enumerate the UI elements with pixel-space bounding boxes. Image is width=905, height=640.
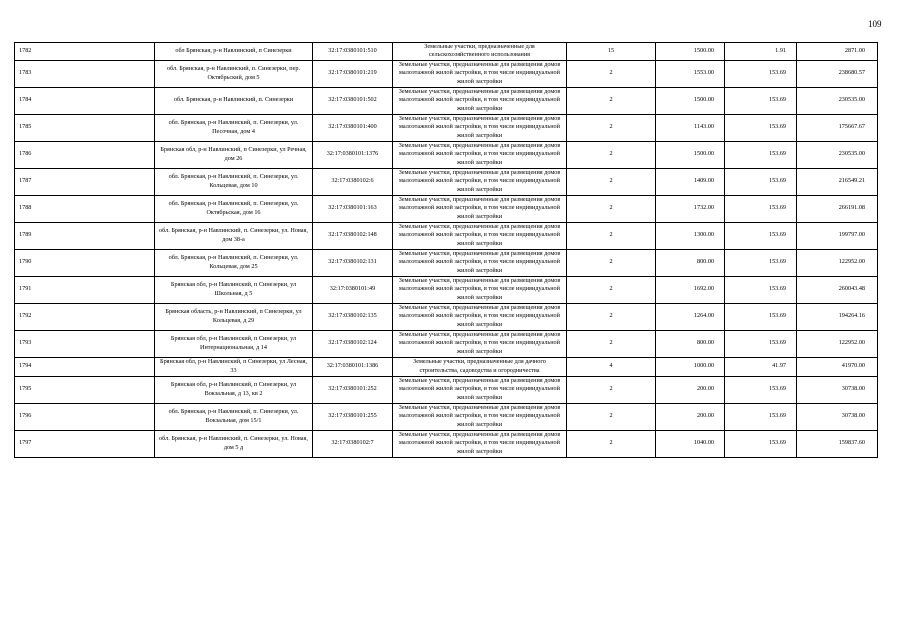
specific-value-cell: 153.69: [725, 195, 797, 222]
address-cell: Брянская обл, р-н Навлинский, п Синезерки, ул Речная, дом 26: [155, 141, 313, 168]
land-use-cell: Земельные участки, предназначенные для сельскохозяйственного использования: [393, 43, 567, 61]
use-group-cell: 2: [567, 276, 656, 303]
area-cell: 1143.00: [656, 114, 725, 141]
table-row: [15, 430, 878, 457]
cadastral-number-cell: 32:17:0380101:219: [313, 60, 393, 87]
address-cell: Брянская область, р-н Навлинский, п Синезерки, ул Кольцевая, д 29: [155, 303, 313, 330]
row-number: 1795: [15, 376, 155, 403]
cadastral-number-cell: 32:17:0380101:1386: [313, 357, 393, 376]
cadastral-value-table: [14, 42, 878, 458]
land-use-cell: Земельные участки, предназначенные для размещения домов малоэтажной жилой застройки, в том числе индивидуальной жилой застройки: [393, 276, 567, 303]
row-number: 1793: [15, 330, 155, 357]
land-use-cell: Земельные участки, предназначенные для размещения домов малоэтажной жилой застройки, в том числе индивидуальной жилой застройки: [393, 430, 567, 457]
cadastral-value-cell: 159837.60: [797, 430, 878, 457]
row-number: 1788: [15, 195, 155, 222]
row-number: 1796: [15, 403, 155, 430]
use-group-cell: 2: [567, 403, 656, 430]
cadastral-number-cell: 32:17:0380102:124: [313, 330, 393, 357]
area-cell: 1040.00: [656, 430, 725, 457]
table-row: [15, 168, 878, 195]
table-row: [15, 87, 878, 114]
cadastral-number-cell: 32:17:0380101:255: [313, 403, 393, 430]
area-cell: 800.00: [656, 249, 725, 276]
cadastral-value-cell: 122952.00: [797, 249, 878, 276]
specific-value-cell: 153.69: [725, 168, 797, 195]
table-row: [15, 249, 878, 276]
land-use-cell: Земельные участки, предназначенные для размещения домов малоэтажной жилой застройки, в том числе индивидуальной жилой застройки: [393, 114, 567, 141]
use-group-cell: 2: [567, 249, 656, 276]
specific-value-cell: 1.91: [725, 43, 797, 61]
use-group-cell: 2: [567, 87, 656, 114]
cadastral-value-cell: 230535.00: [797, 141, 878, 168]
use-group-cell: 2: [567, 430, 656, 457]
row-number: 1791: [15, 276, 155, 303]
row-number: 1782: [15, 43, 155, 61]
address-cell: обл. Брянская, р-н Навлинский, п. Синезерки, ул. Кольцевая, дом 25: [155, 249, 313, 276]
cadastral-value-cell: 199797.00: [797, 222, 878, 249]
page-number: 109: [868, 19, 882, 29]
area-cell: 800.00: [656, 330, 725, 357]
land-use-cell: Земельные участки, предназначенные для размещения домов малоэтажной жилой застройки, в том числе индивидуальной жилой застройки: [393, 60, 567, 87]
cadastral-number-cell: 32:17:0380102:135: [313, 303, 393, 330]
specific-value-cell: 153.69: [725, 87, 797, 114]
table-row: [15, 303, 878, 330]
table-row: [15, 114, 878, 141]
specific-value-cell: 153.69: [725, 403, 797, 430]
cadastral-value-cell: 2871.00: [797, 43, 878, 61]
land-use-cell: Земельные участки, предназначенные для размещения домов малоэтажной жилой застройки, в том числе индивидуальной жилой застройки: [393, 168, 567, 195]
table-row: [15, 222, 878, 249]
table-row: [15, 376, 878, 403]
row-number: 1789: [15, 222, 155, 249]
cadastral-number-cell: 32:17:0380101:49: [313, 276, 393, 303]
cadastral-value-cell: 194264.16: [797, 303, 878, 330]
row-number: 1785: [15, 114, 155, 141]
area-cell: 1409.00: [656, 168, 725, 195]
use-group-cell: 2: [567, 376, 656, 403]
cadastral-number-cell: 32:17:0380102:6: [313, 168, 393, 195]
area-cell: 1500.00: [656, 43, 725, 61]
area-cell: 1692.00: [656, 276, 725, 303]
address-cell: обл. Брянская, р-н Навлинский, п. Синезерки, пер. Октябрьский, дом 5: [155, 60, 313, 87]
area-cell: 1732.00: [656, 195, 725, 222]
address-cell: обл Брянская, р-н Навлинский, п Синезерки: [155, 43, 313, 61]
use-group-cell: 2: [567, 141, 656, 168]
area-cell: 1264.00: [656, 303, 725, 330]
cadastral-number-cell: 32:17:0380101:502: [313, 87, 393, 114]
use-group-cell: 2: [567, 330, 656, 357]
cadastral-number-cell: 32:17:0380101:1376: [313, 141, 393, 168]
area-cell: 1000.00: [656, 357, 725, 376]
table-row: [15, 403, 878, 430]
cadastral-value-cell: 122952.00: [797, 330, 878, 357]
table-row: [15, 330, 878, 357]
land-use-cell: Земельные участки, предназначенные для размещения домов малоэтажной жилой застройки, в том числе индивидуальной жилой застройки: [393, 303, 567, 330]
land-use-cell: Земельные участки, предназначенные для размещения домов малоэтажной жилой застройки, в том числе индивидуальной жилой застройки: [393, 330, 567, 357]
specific-value-cell: 153.69: [725, 222, 797, 249]
address-cell: обл. Брянская, р-н Навлинский, п. Синезерки, ул. Песочная, дом 4: [155, 114, 313, 141]
table-row: [15, 276, 878, 303]
use-group-cell: 2: [567, 114, 656, 141]
address-cell: обл. Брянская, р-н Навлинский, п. Синезерки, ул. Октябрьская, дом 16: [155, 195, 313, 222]
land-use-cell: Земельные участки, предназначенные для размещения домов малоэтажной жилой застройки, в том числе индивидуальной жилой застройки: [393, 87, 567, 114]
cadastral-number-cell: 32:17:0380102:7: [313, 430, 393, 457]
cadastral-number-cell: 32:17:0380101:252: [313, 376, 393, 403]
specific-value-cell: 153.69: [725, 376, 797, 403]
address-cell: Брянская обл, р-н Навлинский, п Синезерки, ул Лесная, 33: [155, 357, 313, 376]
specific-value-cell: 153.69: [725, 141, 797, 168]
cadastral-value-cell: 266191.08: [797, 195, 878, 222]
table-row: [15, 43, 878, 61]
cadastral-number-cell: 32:17:0380101:510: [313, 43, 393, 61]
land-use-cell: Земельные участки, предназначенные для размещения домов малоэтажной жилой застройки, в том числе индивидуальной жилой застройки: [393, 249, 567, 276]
row-number: 1790: [15, 249, 155, 276]
land-use-cell: Земельные участки, предназначенные для размещения домов малоэтажной жилой застройки, в том числе индивидуальной жилой застройки: [393, 141, 567, 168]
address-cell: обл. Брянская, р-н Навлинский, п. Синезерки, ул. Вокзальная, дом 15/1: [155, 403, 313, 430]
specific-value-cell: 41.97: [725, 357, 797, 376]
address-cell: обл. Брянская, р-н Навлинский, п. Синезерки, ул. Кольцевая, дом 10: [155, 168, 313, 195]
cadastral-value-cell: 238680.57: [797, 60, 878, 87]
specific-value-cell: 153.69: [725, 60, 797, 87]
land-use-cell: Земельные участки, предназначенные для размещения домов малоэтажной жилой застройки, в том числе индивидуальной жилой застройки: [393, 195, 567, 222]
area-cell: 200.00: [656, 376, 725, 403]
land-use-cell: Земельные участки, предназначенные для размещения домов малоэтажной жилой застройки, в том числе индивидуальной жилой застройки: [393, 376, 567, 403]
use-group-cell: 2: [567, 168, 656, 195]
area-cell: 1500.00: [656, 87, 725, 114]
land-use-cell: Земельные участки, предназначенные для дачного строительства, садоводства и огородничества: [393, 357, 567, 376]
row-number: 1783: [15, 60, 155, 87]
row-number: 1794: [15, 357, 155, 376]
cadastral-value-cell: 30738.00: [797, 376, 878, 403]
cadastral-number-cell: 32:17:0380102:148: [313, 222, 393, 249]
address-cell: обл. Брянская, р-н Навлинский, п. Синезерки, ул. Новая, дом 5 д: [155, 430, 313, 457]
use-group-cell: 2: [567, 303, 656, 330]
table-row: [15, 141, 878, 168]
specific-value-cell: 153.69: [725, 303, 797, 330]
area-cell: 200.00: [656, 403, 725, 430]
table-row: [15, 357, 878, 376]
table-body: [15, 43, 878, 458]
cadastral-value-cell: 30738.00: [797, 403, 878, 430]
address-cell: Брянская обл, р-н Навлинский, п Синезерки, ул Вокзальная, д 13, кв 2: [155, 376, 313, 403]
address-cell: Брянская обл, р-н Навлинский, п Синезерки, ул Школьная, д 5: [155, 276, 313, 303]
specific-value-cell: 153.69: [725, 276, 797, 303]
specific-value-cell: 153.69: [725, 330, 797, 357]
area-cell: 1553.00: [656, 60, 725, 87]
cadastral-value-cell: 230535.00: [797, 87, 878, 114]
specific-value-cell: 153.69: [725, 249, 797, 276]
land-use-cell: Земельные участки, предназначенные для размещения домов малоэтажной жилой застройки, в том числе индивидуальной жилой застройки: [393, 222, 567, 249]
cadastral-number-cell: 32:17:0380101:163: [313, 195, 393, 222]
use-group-cell: 2: [567, 60, 656, 87]
use-group-cell: 2: [567, 222, 656, 249]
use-group-cell: 15: [567, 43, 656, 61]
cadastral-value-cell: 175667.67: [797, 114, 878, 141]
table-row: [15, 60, 878, 87]
use-group-cell: 2: [567, 195, 656, 222]
use-group-cell: 4: [567, 357, 656, 376]
cadastral-value-cell: 41970.00: [797, 357, 878, 376]
address-cell: Брянская обл, р-н Навлинский, п Синезерки, ул Интернациональная, д 14: [155, 330, 313, 357]
area-cell: 1500.00: [656, 141, 725, 168]
row-number: 1786: [15, 141, 155, 168]
cadastral-number-cell: 32:17:0380101:400: [313, 114, 393, 141]
table-row: [15, 195, 878, 222]
specific-value-cell: 153.69: [725, 430, 797, 457]
address-cell: обл. Брянская, р-н Навлинский, п. Синезерки: [155, 87, 313, 114]
specific-value-cell: 153.69: [725, 114, 797, 141]
row-number: 1787: [15, 168, 155, 195]
row-number: 1784: [15, 87, 155, 114]
land-use-cell: Земельные участки, предназначенные для размещения домов малоэтажной жилой застройки, в том числе индивидуальной жилой застройки: [393, 403, 567, 430]
row-number: 1792: [15, 303, 155, 330]
cadastral-value-cell: 216549.21: [797, 168, 878, 195]
cadastral-value-cell: 260043.48: [797, 276, 878, 303]
cadastral-number-cell: 32:17:0380102:131: [313, 249, 393, 276]
area-cell: 1300.00: [656, 222, 725, 249]
row-number: 1797: [15, 430, 155, 457]
address-cell: обл. Брянская, р-н Навлинский, п. Синезерки, ул. Новая, дом 38-а: [155, 222, 313, 249]
